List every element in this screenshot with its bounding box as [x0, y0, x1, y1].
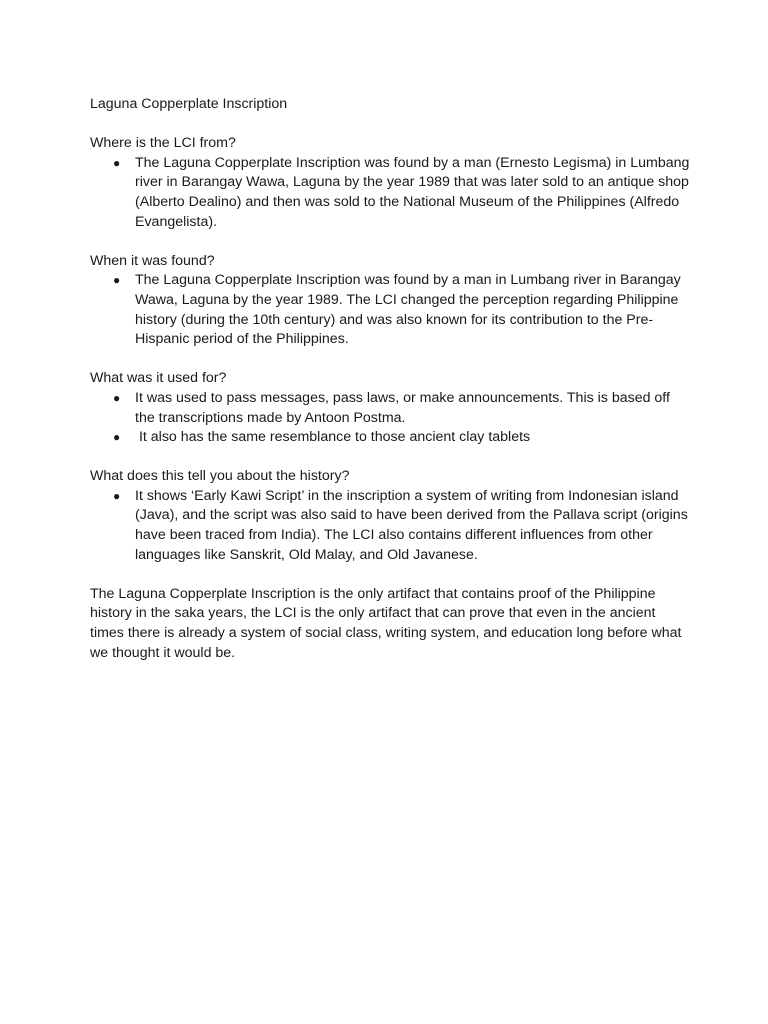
bullet-list [90, 487, 690, 565]
bullet-icon: ● [113, 430, 121, 445]
bullet-item [90, 487, 690, 565]
bullet-list [90, 389, 690, 448]
section-question: What does this tell you about the history? [90, 468, 350, 485]
bullet-text: It also has the same resemblance to those ancient clay tablets [135, 429, 531, 446]
section-history [90, 467, 690, 565]
section-when-found [90, 252, 690, 350]
bullet-text: It shows ‘Early Kawi Script’ in the inscription a system of writing from Indonesian island (Java), and the script was also said to have been derived from the Pallava script (origins have been traced from India). The LCI also contains different influences from other languages like Sanskrit, Old Malay, and Old Javanese. [135, 487, 688, 563]
bullet-icon: ● [113, 273, 121, 288]
section-question: Where is the LCI from? [90, 135, 236, 152]
bullet-text: The Laguna Copperplate Inscription was found by a man (Ernesto Legisma) in Lumbang river in Barangay Wawa, Laguna by the year 1989 that was later sold to an antique shop (Alberto Dealino) and then was sold to the National Museum of the Philippines (Alfredo Evangelista). [135, 154, 690, 230]
bullet-text: It was used to pass messages, pass laws, or make announcements. This is based off the transcriptions made by Antoon Postma. [135, 389, 670, 426]
bullet-list [90, 271, 690, 349]
bullet-item [90, 428, 690, 448]
conclusion-paragraph: The Laguna Copperplate Inscription is the only artifact that contains proof of the Philippine history in the saka years, the LCI is the only artifact that can prove that even in the ancient times there is already a system of social class, writing system, and education long before what we thought it would be. [90, 585, 682, 661]
bullet-text: The Laguna Copperplate Inscription was found by a man in Lumbang river in Barangay Wawa, Laguna by the year 1989. The LCI changed the perception regarding Philippine history (during the 10th century) and was also known for its contribution to the Pre-Hispanic period of the Philippines. [135, 272, 681, 348]
section-usage [90, 369, 690, 447]
bullet-item [90, 154, 690, 232]
bullet-item [90, 271, 690, 349]
document-title: Laguna Copperplate Inscription [90, 96, 288, 112]
bullet-list [90, 154, 690, 232]
document-page [90, 95, 690, 663]
section-question: When it was found? [90, 252, 215, 269]
section-origin [90, 134, 690, 232]
section-question: What was it used for? [90, 370, 227, 387]
bullet-icon: ● [113, 488, 121, 503]
bullet-icon: ● [113, 390, 121, 405]
bullet-icon: ● [113, 155, 121, 170]
bullet-item [90, 389, 690, 428]
